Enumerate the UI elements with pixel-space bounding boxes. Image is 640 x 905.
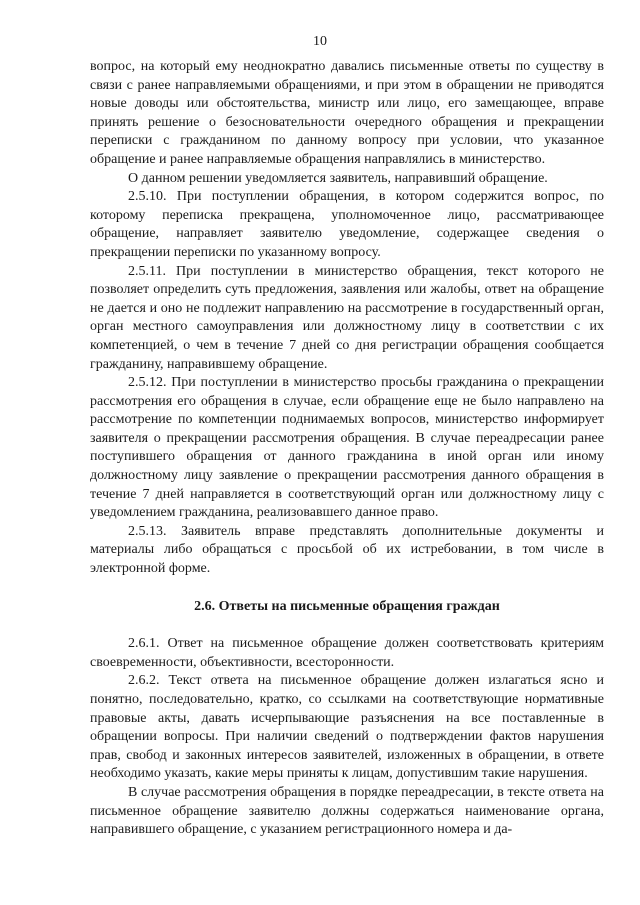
page-number: 10	[313, 34, 327, 49]
document-body	[90, 58, 604, 840]
paragraph-2-5-11: 2.5.11. При поступлении в министерство обращения, текст которого не позволяет определить суть предложения, заявления или жалобы, ответ на обращение не дается и оно не подлежит направлению на рассмотрение в государственный орган, орган местного самоуправления или должностному лицу в соответствии с их компетенцией, о чем в течение 7 дней со дня регистрации обращения сообщается гражданину, направившему обращение.	[90, 263, 604, 372]
section-heading: 2.6. Ответы на письменные обращения граждан	[194, 598, 500, 614]
paragraph-readdressing: В случае рассмотрения обращения в порядке переадресации, в тексте ответа на письменное обращение заявителю должны содержаться наименование органа, направившего обращение, с указанием регистрационного номера и да-	[90, 784, 604, 838]
paragraph-continuation: вопрос, на который ему неоднократно давались письменные ответы по существу в связи с ранее направляемыми обращениями, и при этом в обращении не приводятся новые доводы или обстоятельства, министр или лицо, его замещающее, вправе принять решение о безосновательности очередного обращения и прекращении переписки с гражданином по данному вопросу при условии, что указанное обращение и ранее направляемые обращения направлялись в министерство.	[90, 59, 604, 167]
paragraph-2-5-10: 2.5.10. При поступлении обращения, в котором содержится вопрос, по которому переписка прекращена, уполномоченное лицо, рассматривающее обращение, направляет заявителю уведомление, содержащее сведения о прекращении переписки по указанному вопросу.	[90, 189, 604, 260]
paragraph-2-6-2: 2.6.2. Текст ответа на письменное обращение должен излагаться ясно и понятно, последовательно, кратко, со ссылками на соответствующие нормативные правовые акты, давать исчерпывающие разъяснения на все поставленные в обращении вопросы. При наличии сведений о подтверждении фактов нарушения прав, свобод и законных интересов заявителей, изложенных в обращении, в ответе необходимо указать, какие меры приняты к лицам, допустившим такие нарушения.	[90, 673, 604, 782]
paragraph-2-6-1: 2.6.1. Ответ на письменное обращение должен соответствовать критериям своевременности, объективности, всесторонности.	[90, 636, 604, 670]
paragraph-decision-notice: О данном решении уведомляется заявитель, направивший обращение.	[128, 170, 548, 186]
paragraph-2-5-12: 2.5.12. При поступлении в министерство просьбы гражданина о прекращении рассмотрения его обращения в случае, если обращение еще не было направлено на рассмотрение по компетенции поднимаемых вопросов, министерство информирует заявителя о прекращении рассмотрения обращения. В случае переадресации ранее поступившего обращения от данного гражданина в иной орган или иному должностному лицу заявление о прекращении рассмотрения данного обращения в течение 7 дней направляется в соответствующий орган или должностному лицу с уведомлением гражданина, реализовавшего данное право.	[90, 375, 604, 521]
paragraph-2-5-13: 2.5.13. Заявитель вправе представлять дополнительные документы и материалы либо обращаться с просьбой об их истребовании, в том числе в электронной форме.	[90, 523, 604, 577]
